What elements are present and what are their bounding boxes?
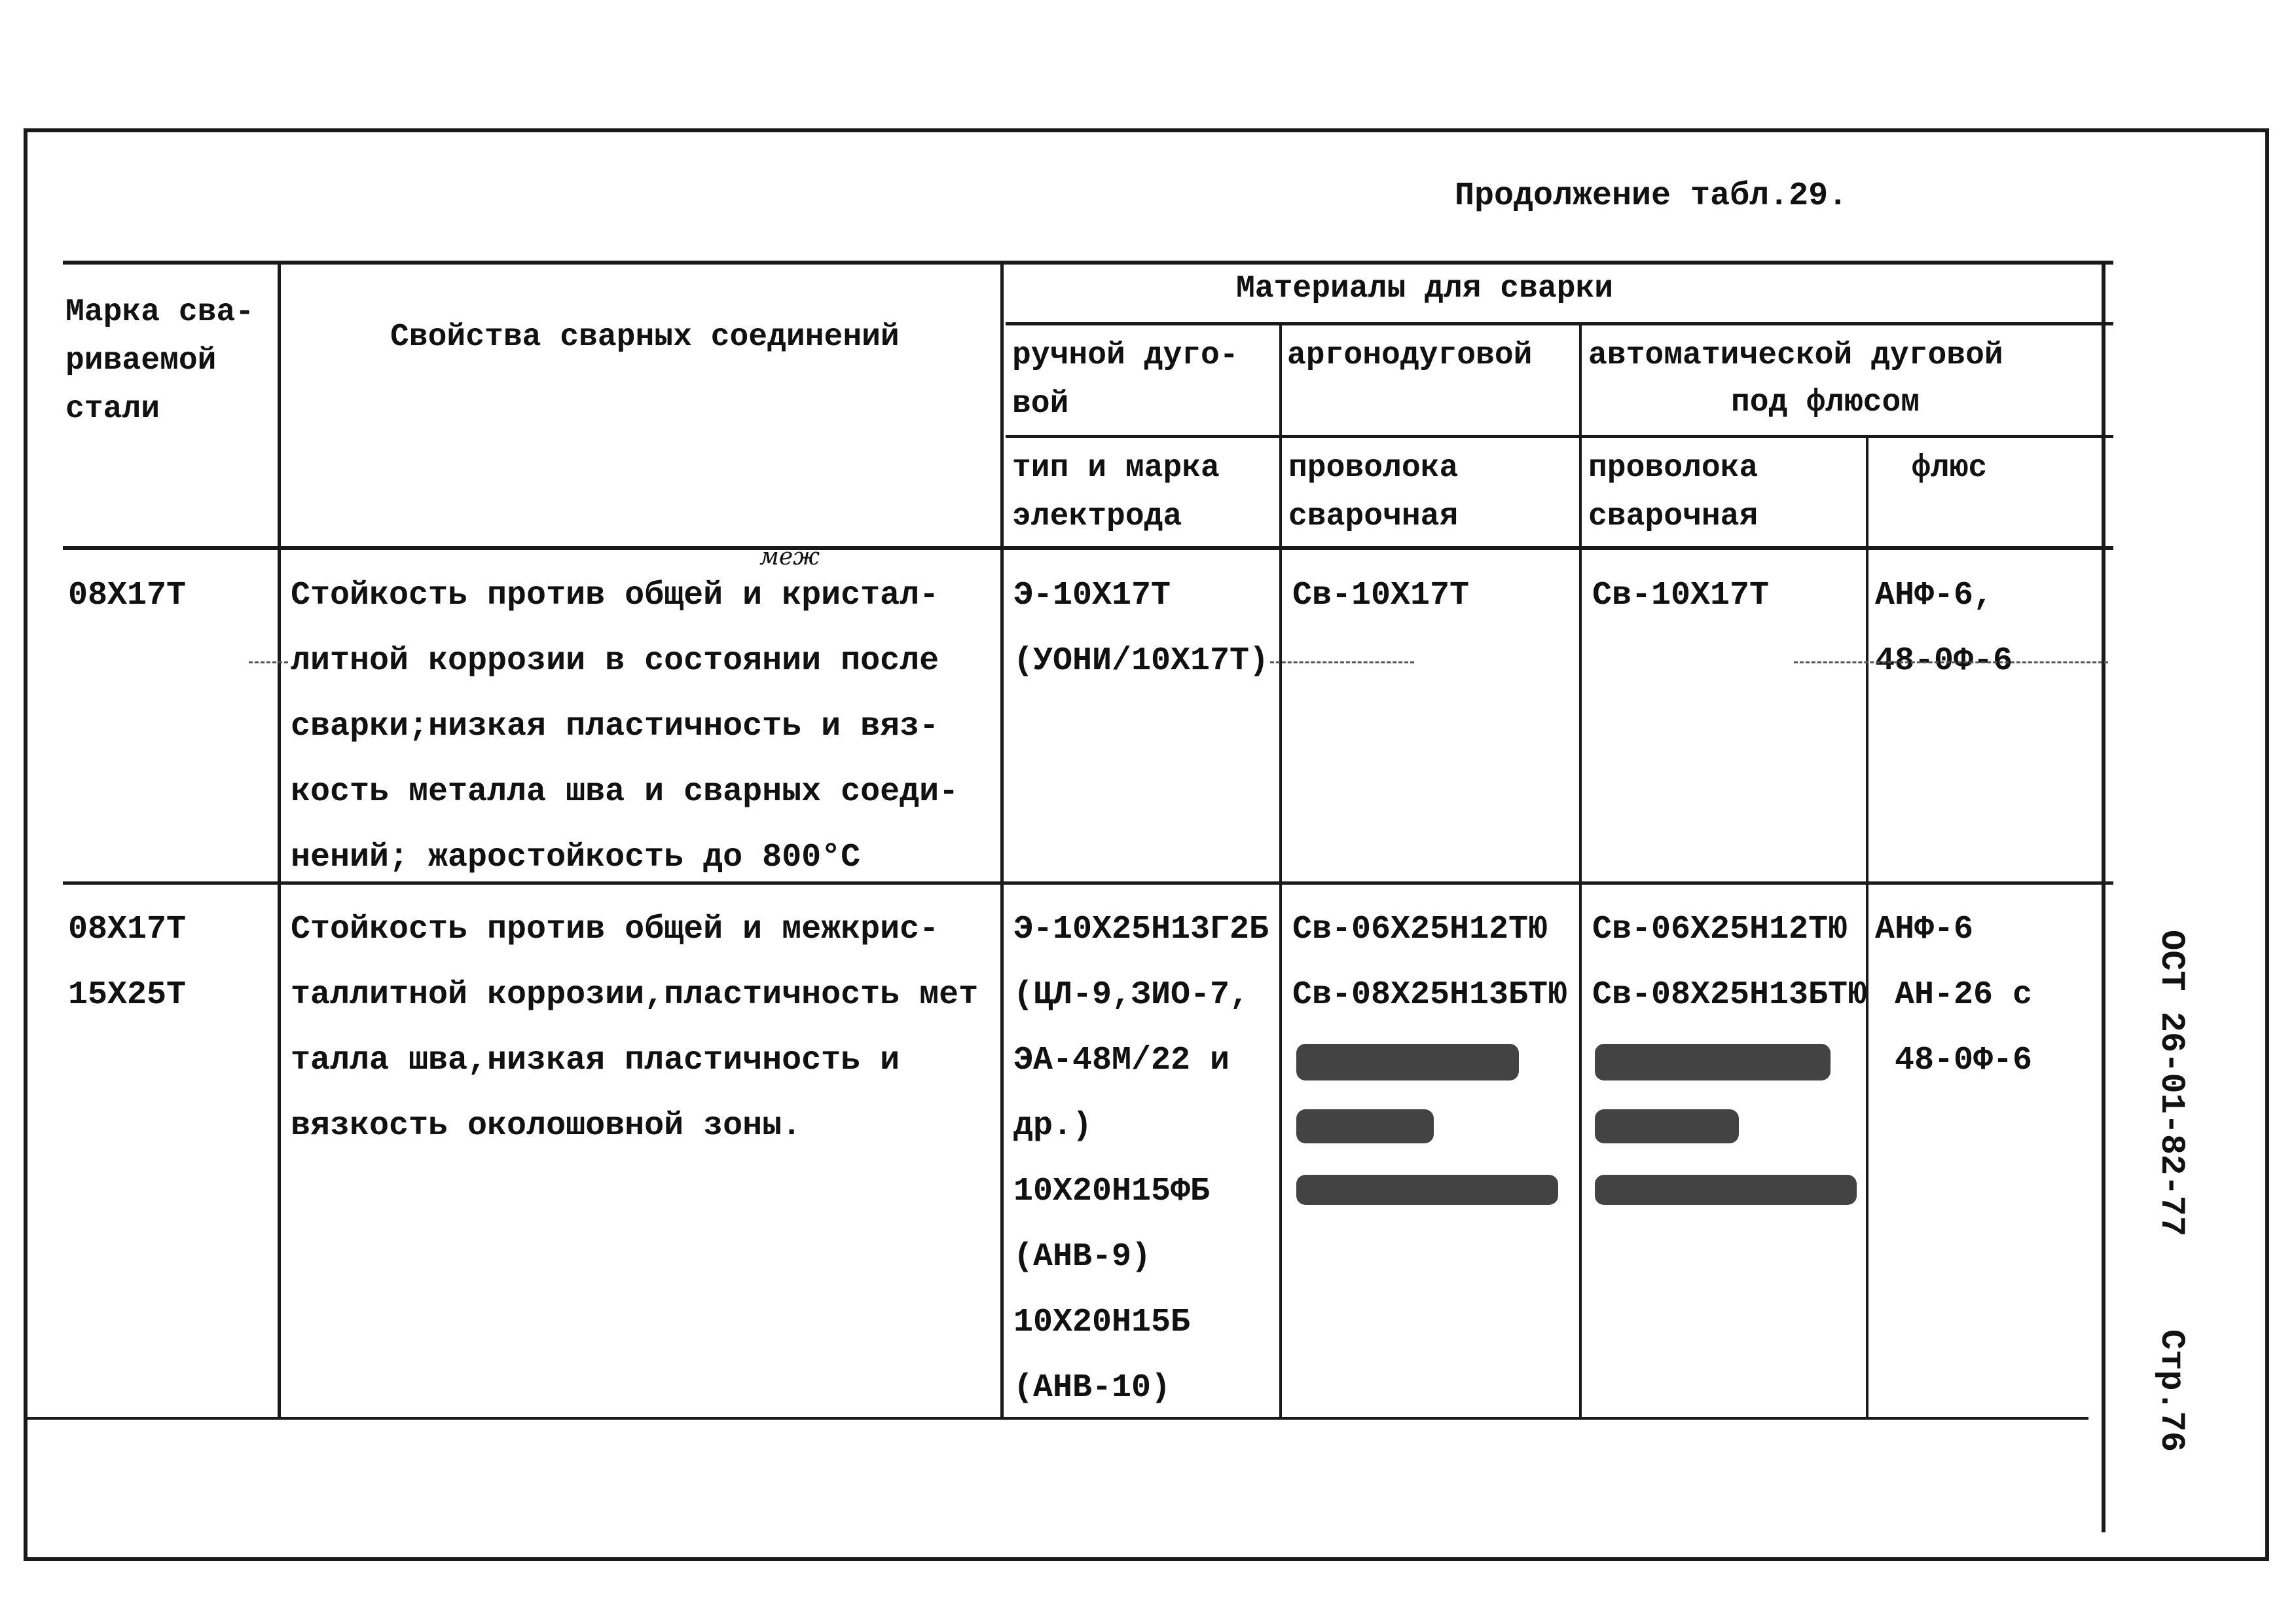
header-auto-wire: проволока сварочная [1588, 451, 1758, 534]
col-line-1 [278, 261, 281, 1420]
col-line-4 [1579, 322, 1582, 1420]
crossed-out-text [1595, 1044, 1831, 1080]
col-line-3 [1279, 322, 1282, 1420]
header-divider-materials [1006, 322, 2113, 325]
crossed-out-text [1595, 1175, 1857, 1205]
scan-line-left [249, 661, 288, 663]
header-auto-arc-line2: под флюсом [1731, 385, 1920, 420]
col-line-right [2102, 261, 2105, 1532]
header-divider-methods [1006, 435, 2113, 438]
row1-electrode: Э-10Х17Т (УОНИ/10Х17Т) [1013, 577, 1269, 680]
scan-line-right [1794, 661, 2108, 663]
handwritten-insert: меж [759, 544, 820, 570]
crossed-out-text [1296, 1044, 1519, 1080]
header-auto-arc-line1: автоматической дуговой [1588, 338, 2003, 373]
row2-electrode: Э-10Х25Н13Г2Б (ЦЛ-9,ЗИО-7, ЭА-48М/22 и др.) 10Х20Н15ФБ (АНВ-9) 10Х20Н15Б (АНВ-10) [1013, 911, 1269, 1407]
page-number: Стр.76 [2152, 1329, 2191, 1452]
header-flux: флюс [1912, 451, 1988, 486]
row1-auto-wire: Св-10Х17Т [1592, 577, 1770, 614]
header-steel-grade: Марка сва- риваемой стали [65, 295, 255, 427]
row2-flux: АНФ-6 АН-26 с 48-0Ф-6 [1875, 911, 2033, 1079]
crossed-out-text [1296, 1175, 1558, 1205]
col-line-2 [1000, 261, 1004, 1420]
header-welding-materials: Материалы для сварки [1236, 271, 1614, 306]
header-argon-wire: проволока сварочная [1288, 451, 1459, 534]
row1-properties: Стойкость против общей и кристал- литной коррозии в состоянии после сварки;низкая пластичность и вяз- кость металла шва и сварных соеди- нений; жаростойкость до 800°С [291, 577, 959, 876]
crossed-out-text [1595, 1109, 1739, 1143]
row1-flux: АНФ-6, 48-0Ф-6 [1875, 577, 2013, 680]
header-properties: Свойства сварных соединений [390, 320, 900, 355]
document-code: ОСТ 26-01-82-77 [2152, 930, 2191, 1237]
table-top-border [63, 261, 2113, 265]
crossed-out-text [1296, 1109, 1434, 1143]
scan-line-mid [1270, 661, 1414, 663]
row1-argon-wire: Св-10Х17Т [1292, 577, 1470, 614]
row1-steel: 08Х17Т [68, 577, 187, 614]
header-electrode: тип и марка электрода [1012, 451, 1220, 534]
table-caption: Продолжение табл.29. [1455, 177, 1848, 215]
header-bottom-border [63, 546, 2113, 550]
row2-argon-wire: Св-06Х25Н12ТЮ Св-08Х25Н13БТЮ [1292, 911, 1568, 1014]
row2-auto-wire: Св-06Х25Н12ТЮ Св-08Х25Н13БТЮ [1592, 911, 1868, 1014]
header-manual-arc: ручной дуго- вой [1012, 338, 1239, 422]
row2-steel: 08Х17Т 15Х25Т [68, 911, 187, 1014]
header-argon-arc: аргонодуговой [1287, 338, 1533, 373]
row2-properties: Стойкость против общей и межкрис- таллитной коррозии,пластичность мет талла шва,низкая пластичность и вязкость околошовной зоны. [291, 911, 979, 1145]
